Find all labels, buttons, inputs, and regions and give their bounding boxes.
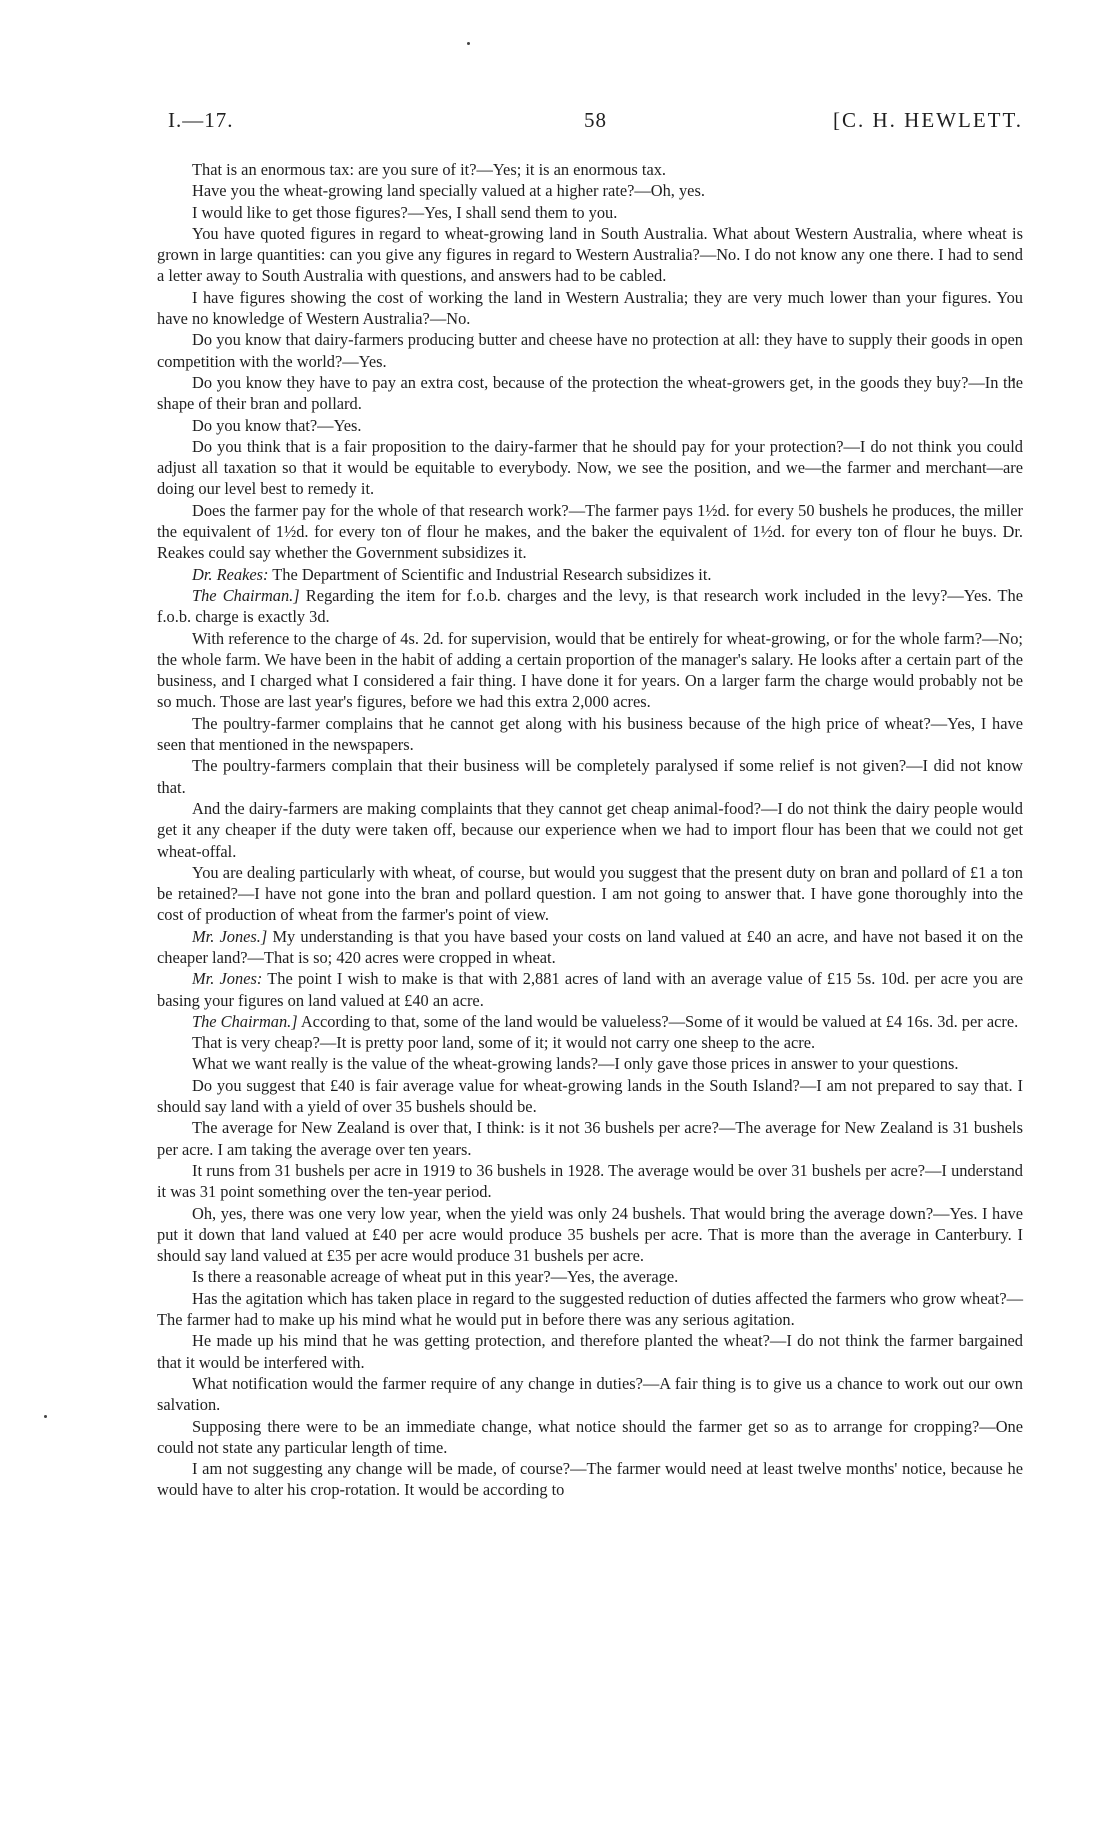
testimony-paragraph xyxy=(157,1160,1023,1203)
paragraph-text: That is an enormous tax: are you sure of it?—Yes; it is an enormous tax. xyxy=(192,160,667,179)
testimony-paragraph xyxy=(157,287,1023,330)
testimony-paragraph xyxy=(157,202,1023,223)
testimony-paragraph xyxy=(157,1075,1023,1118)
testimony-paragraph xyxy=(157,968,1023,1011)
paragraph-text: Do you think that is a fair proposition to the dairy-farmer that he should pay for your protection?—I do not think you could adjust all taxation so that it would be equitable to everybody. Now, we see the position, and we—the farmer and merchant—are doing our level best to remedy it. xyxy=(157,436,1023,499)
paragraph-text: It runs from 31 bushels per acre in 1919 to 36 bushels in 1928. The average would be over 31 bushels per acre?—I understand it was 31 point something over the ten-year period. xyxy=(157,1160,1023,1202)
testimony-paragraph xyxy=(157,713,1023,756)
paragraph-text: Do you suggest that £40 is fair average value for wheat-growing lands in the South Island?—I am not prepared to say that. I should say land with a yield of over 35 bushels should be. xyxy=(157,1075,1023,1117)
testimony-paragraph xyxy=(157,1458,1023,1501)
paragraph-text: Regarding the item for f.o.b. charges and the levy, is that research work included in the levy?—Yes. The f.o.b. charge is exactly 3d. xyxy=(157,585,1023,627)
testimony-paragraph xyxy=(157,415,1023,436)
paragraph-text: The Department of Scientific and Industrial Research subsidizes it. xyxy=(268,564,712,584)
paragraph-text: My understanding is that you have based your costs on land valued at £40 an acre, and have not based it on the cheaper land?—That is so; 420 acres were cropped in wheat. xyxy=(157,926,1023,967)
paragraph-text: Have you the wheat-growing land specially valued at a higher rate?—Oh, yes. xyxy=(192,181,705,201)
testimony-paragraph xyxy=(157,628,1023,713)
testimony-paragraph xyxy=(157,1032,1023,1053)
paragraph-text: Oh, yes, there was one very low year, when the yield was only 24 bushels. That would bring the average down?—Yes. I have put it down that land valued at £40 per acre would produce 35 bushels per acre. That is more than the average in Canterbury. I should say land valued at £35 per acre would produce 31 bushels per acre. xyxy=(157,1203,1023,1266)
paragraph-text: You have quoted figures in regard to wheat-growing land in South Australia. What about Western Australia, where wheat is grown in large quantities: can you give any figures in regard to Western Australia?—No. I do not know any one there. I had to send a letter away to South Australia with questions, and answers had to be cabled. xyxy=(157,223,1023,286)
testimony-paragraph xyxy=(157,1416,1023,1459)
paragraph-text: You are dealing particularly with wheat, of course, but would you suggest that the present duty on bran and pollard of £1 a ton be retained?—I have not gone into the bran and pollard question. I am not going to answer that. I have gone thoroughly into the cost of production of wheat from the farmer's point of view. xyxy=(157,862,1023,925)
paragraph-text: What notification would the farmer require of any change in duties?—A fair thing is to give us a chance to work out our own salvation. xyxy=(157,1373,1023,1415)
speaker-label: The Chairman.] xyxy=(192,585,300,605)
testimony-paragraph xyxy=(157,755,1023,798)
testimony-paragraph xyxy=(157,223,1023,287)
testimony-paragraph xyxy=(157,585,1023,628)
paragraph-text: With reference to the charge of 4s. 2d. for supervision, would that be entirely for wheat-growing, or for the whole farm?—No; the whole farm. We have been in the habit of adding a certain proportion of the manager's salary. He looks after a certain part of the business, and I charged what I considered a fair thing. I have done it for years. On a larger farm the charge would probably not be so much. Those are last year's figures, before we had this extra 2,000 acres. xyxy=(157,628,1023,712)
speaker-label: The Chairman.] xyxy=(192,1011,298,1031)
paragraph-text: Is there a reasonable acreage of wheat put in this year?—Yes, the average. xyxy=(192,1267,679,1287)
testimony-paragraph xyxy=(157,159,1023,180)
witness-name: [C. H. HEWLETT. xyxy=(833,108,1023,132)
testimony-paragraph xyxy=(157,564,1023,585)
testimony-paragraph xyxy=(157,329,1023,372)
testimony-paragraph xyxy=(157,1053,1023,1074)
paragraph-text: The poultry-farmers complain that their business will be completely paralysed if some relief is not given?—I did not know that. xyxy=(157,756,1023,797)
testimony-paragraph xyxy=(157,436,1023,500)
page-header xyxy=(168,108,1023,138)
testimony-paragraph xyxy=(157,798,1023,862)
scan-speck-top xyxy=(467,42,470,45)
testimony-paragraph xyxy=(157,1266,1023,1287)
paragraph-text: That is very cheap?—It is pretty poor land, some of it; it would not carry one sheep to the acre. xyxy=(192,1033,816,1053)
testimony-paragraph xyxy=(157,1117,1023,1160)
paragraph-text: Does the farmer pay for the whole of that research work?—The farmer pays 1½d. for every 50 bushels he produces, the miller the equivalent of 1½d. for every ton of flour he makes, and the baker the equivalent of 1½d. for every ton of flour he buys. Dr. Reakes could say whether the Government subsidizes it. xyxy=(157,500,1023,563)
testimony-paragraph xyxy=(157,500,1023,564)
paragraph-text: What we want really is the value of the wheat-growing lands?—I only gave those prices in answer to your questions. xyxy=(192,1054,959,1074)
testimony-paragraph xyxy=(157,372,1023,415)
paragraph-text: Do you know that?—Yes. xyxy=(192,415,362,435)
parliamentary-paper-reference: I.—17. xyxy=(168,108,234,132)
paragraph-text: Has the agitation which has taken place in regard to the suggested reduction of duties affected the farmers who grow wheat?—The farmer had to make up his mind what he would put in before there was any serious agitation. xyxy=(157,1288,1023,1330)
speaker-label: Dr. Reakes: xyxy=(192,564,269,584)
paragraph-text: I am not suggesting any change will be made, of course?—The farmer would need at least twelve months' notice, because he would have to alter his crop-rotation. It would be according to xyxy=(157,1459,1023,1500)
speaker-label: Mr. Jones.] xyxy=(192,926,268,946)
testimony-paragraph xyxy=(157,180,1023,201)
paragraph-text: I would like to get those figures?—Yes, I shall send them to you. xyxy=(192,202,618,222)
testimony-paragraph xyxy=(157,1288,1023,1331)
document-body xyxy=(157,159,1023,1501)
paragraph-text: And the dairy-farmers are making complaints that they cannot get cheap animal-food?—I do not think the dairy people would get it any cheaper if the duty were taken off, because our experience when we had to import flour has been that we could not get wheat-offal. xyxy=(157,798,1023,861)
paragraph-text: Do you know that dairy-farmers producing butter and cheese have no protection at all: they have to supply their goods in open competition with the world?—Yes. xyxy=(157,330,1023,371)
paragraph-text: Supposing there were to be an immediate change, what notice should the farmer get so as to arrange for cropping?—One could not state any particular length of time. xyxy=(157,1416,1023,1457)
paragraph-text: He made up his mind that he was getting protection, and therefore planted the wheat?—I do not think the farmer bargained that it would be interfered with. xyxy=(157,1331,1023,1372)
scan-speck-left xyxy=(44,1415,47,1418)
testimony-paragraph xyxy=(157,1011,1023,1032)
testimony-paragraph xyxy=(157,1373,1023,1416)
paragraph-text: I have figures showing the cost of working the land in Western Australia; they are very much lower than your figures. You have no knowledge of Western Australia?—No. xyxy=(157,287,1023,329)
testimony-paragraph xyxy=(157,926,1023,969)
paragraph-text: The point I wish to make is that with 2,881 acres of land with an average value of £15 5s. 10d. per acre you are basing your figures on land valued at £40 an acre. xyxy=(157,969,1024,1010)
testimony-paragraph xyxy=(157,862,1023,926)
testimony-paragraph xyxy=(157,1330,1023,1373)
paragraph-text: According to that, some of the land would be valueless?—Some of it would be valued at £4 16s. 3d. per acre. xyxy=(297,1011,1019,1031)
speaker-label: Mr. Jones: xyxy=(192,969,263,989)
paragraph-text: The average for New Zealand is over that, I think: is it not 36 bushels per acre?—The average for New Zealand is 31 bushels per acre. I am taking the average over ten years. xyxy=(157,1118,1023,1159)
paragraph-text: Do you know they have to pay an extra cost, because of the protection the wheat-growers get, in the goods they buy?—In the shape of their bran and pollard. xyxy=(157,372,1023,414)
page-number: 58 xyxy=(584,108,607,132)
testimony-paragraph xyxy=(157,1203,1023,1267)
paragraph-text: The poultry-farmer complains that he cannot get along with his business because of the high price of wheat?—Yes, I have seen that mentioned in the newspapers. xyxy=(157,713,1023,755)
